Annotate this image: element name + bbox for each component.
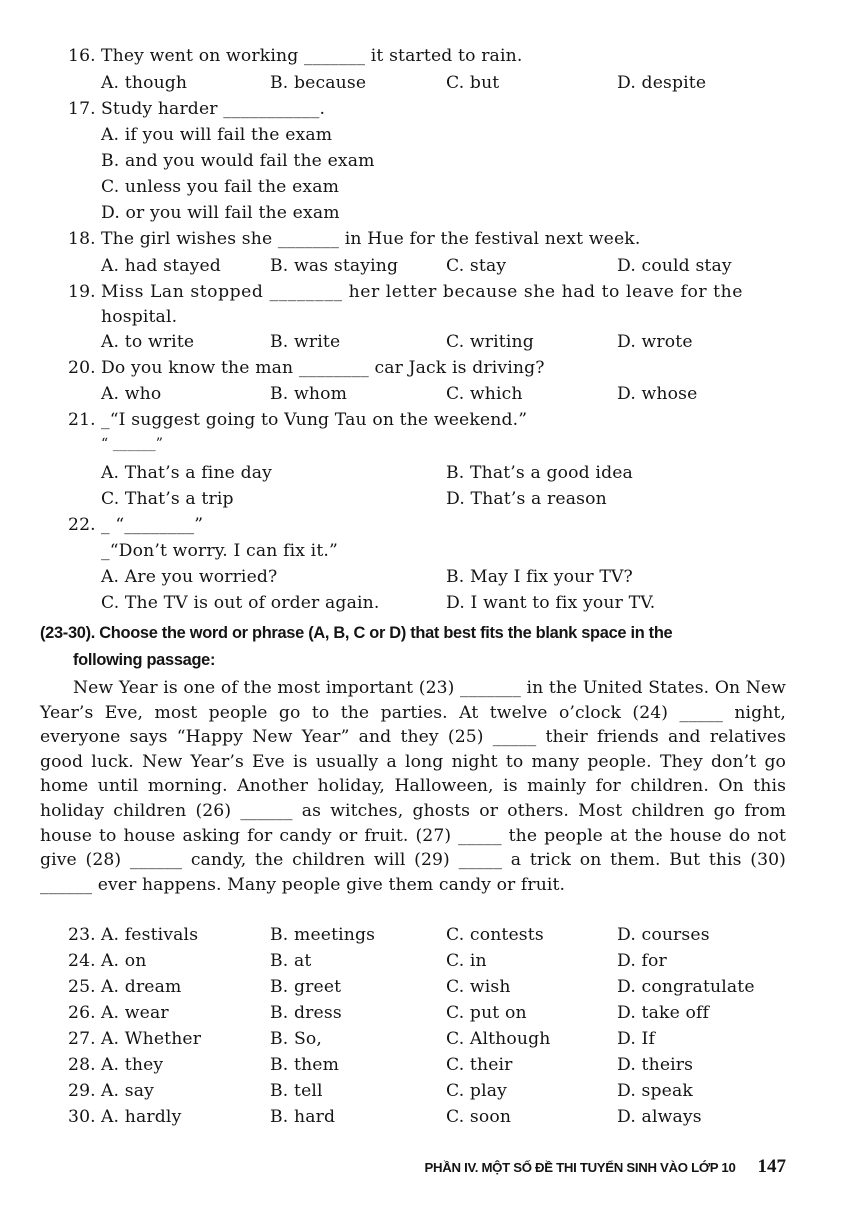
option-c: C. contests [446, 925, 544, 945]
option-c: C. Although [446, 1029, 551, 1049]
question-text: Study harder ___________. [101, 99, 326, 119]
reading-passage: New Year is one of the most important (23) _______ in the United States. On New Year’s Eve, most people go to the parties. At twelve o’clock (24) _____ night, everyone says “Happy New Year” and they (25) _____ their friends and relatives good luck. New Year’s Eve is usually a long night to many people. They don’t go home until morning. Another holiday, Halloween, is mainly for children. On this holiday children (26) ______ as witches, ghosts or others. Most children go from house to house asking for candy or fruit. (27) _____ the people at the house do not give (28) ______ candy, the children will (29) _____ a trick on them. But this (30) ______ ever happens. Many people give them candy or fruit. [40, 678, 786, 895]
question-number: 24. [68, 951, 96, 971]
option-c: C. wish [446, 977, 511, 997]
option-c: C. The TV is out of order again. [101, 593, 380, 613]
option-a: A. if you will fail the exam [101, 125, 333, 145]
option-a: A. Are you worried? [101, 567, 278, 587]
option-c: C. play [446, 1081, 507, 1101]
option-d: D. theirs [617, 1055, 694, 1075]
option-d: D. speak [617, 1081, 693, 1101]
option-c: C. stay [446, 256, 507, 276]
option-c: C. in [446, 951, 487, 971]
question-text: The girl wishes she _______ in Hue for the festival next week. [101, 229, 641, 249]
option-b: B. dress [270, 1003, 342, 1023]
option-c: C. soon [446, 1107, 512, 1127]
option-a: A. Whether [101, 1029, 202, 1049]
option-a: A. festivals [101, 925, 199, 945]
dialogue-line-1: _ “________” [101, 515, 204, 535]
option-a: A. they [101, 1055, 164, 1075]
option-d: D. always [617, 1107, 702, 1127]
option-a: A. on [101, 951, 147, 971]
option-c: C. unless you fail the exam [101, 177, 340, 197]
option-a: A. who [101, 384, 162, 404]
dialogue-line-2: “ ______” [101, 436, 164, 452]
option-a: A. to write [101, 332, 195, 352]
option-b: B. because [270, 73, 367, 93]
question-number: 18. [68, 229, 96, 249]
question-number: 20. [68, 358, 96, 378]
question-number: 23. [68, 925, 96, 945]
section-instruction-line-2: following passage: [73, 651, 216, 669]
option-d: D. for [617, 951, 667, 971]
section-instruction-line-1: (23-30). Choose the word or phrase (A, B, C or D) that best fits the blank space in the [40, 624, 673, 642]
question-number: 17. [68, 99, 96, 119]
option-b: B. was staying [270, 256, 399, 276]
option-c: C. writing [446, 332, 534, 352]
question-text: Do you know the man ________ car Jack is driving? [101, 358, 545, 378]
option-a: A. though [101, 73, 188, 93]
option-c: C. That’s a trip [101, 489, 234, 509]
page-footer [425, 1156, 786, 1178]
option-d: D. wrote [617, 332, 693, 352]
option-d: D. despite [617, 73, 707, 93]
page-number: 147 [757, 1156, 786, 1177]
dialogue-line-2: _“Don’t worry. I can fix it.” [101, 541, 338, 561]
option-c: C. which [446, 384, 523, 404]
question-number: 19. [68, 282, 96, 302]
question-text: They went on working _______ it started to rain. [101, 46, 523, 66]
option-a: A. had stayed [101, 256, 221, 276]
option-d: D. If [617, 1029, 655, 1049]
option-b: B. and you would fail the exam [101, 151, 375, 171]
option-a: A. say [101, 1081, 155, 1101]
option-d: D. take off [617, 1003, 710, 1023]
question-text: Miss Lan stopped ________ her letter because she had to leave for the [101, 282, 743, 302]
option-d: D. congratulate [617, 977, 755, 997]
question-number: 29. [68, 1081, 96, 1101]
question-number: 25. [68, 977, 96, 997]
option-b: B. tell [270, 1081, 323, 1101]
option-a: A. That’s a fine day [101, 463, 273, 483]
question-text-continued: hospital. [101, 307, 178, 327]
option-b: B. at [270, 951, 312, 971]
option-b: B. whom [270, 384, 348, 404]
option-a: A. wear [101, 1003, 169, 1023]
option-b: B. So, [270, 1029, 323, 1049]
option-b: B. them [270, 1055, 340, 1075]
option-a: A. dream [101, 977, 182, 997]
option-d: D. I want to fix your TV. [446, 593, 656, 613]
option-d: D. could stay [617, 256, 732, 276]
option-c: C. their [446, 1055, 513, 1075]
option-d: D. whose [617, 384, 698, 404]
dialogue-line-1: _“I suggest going to Vung Tau on the weekend.” [101, 410, 528, 430]
question-number: 16. [68, 46, 96, 66]
option-c: C. but [446, 73, 500, 93]
option-a: A. hardly [101, 1107, 182, 1127]
option-b: B. May I fix your TV? [446, 567, 633, 587]
question-number: 27. [68, 1029, 96, 1049]
option-b: B. hard [270, 1107, 336, 1127]
question-number: 26. [68, 1003, 96, 1023]
question-number: 30. [68, 1107, 96, 1127]
question-number: 21. [68, 410, 96, 430]
option-b: B. meetings [270, 925, 376, 945]
option-c: C. put on [446, 1003, 527, 1023]
question-number: 22. [68, 515, 96, 535]
option-b: B. write [270, 332, 341, 352]
option-d: D. or you will fail the exam [101, 203, 340, 223]
option-b: B. greet [270, 977, 342, 997]
option-d: D. That’s a reason [446, 489, 607, 509]
option-b: B. That’s a good idea [446, 463, 633, 483]
question-number: 28. [68, 1055, 96, 1075]
footer-section-title: PHẦN IV. MỘT SỐ ĐỀ THI TUYỂN SINH VÀO LỚP 10 [424, 1160, 736, 1175]
option-d: D. courses [617, 925, 710, 945]
